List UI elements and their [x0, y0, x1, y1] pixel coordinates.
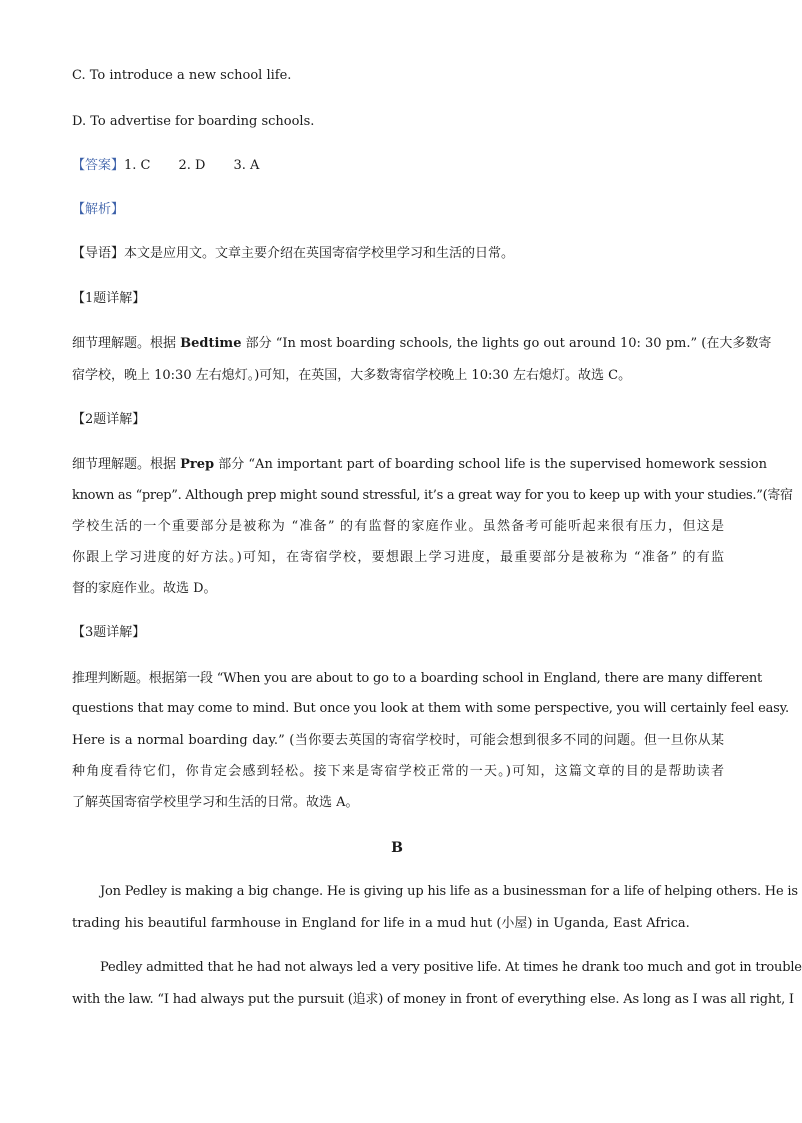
- q1-title: 【1题详解】: [72, 291, 146, 306]
- passage-p1-line-2: trading his beautiful farmhouse in England for life in a mud hut (小屋) in Uganda, East Africa.: [72, 916, 690, 931]
- q2-line-4: 你跟上学习进度的好方法。)可知，在寄宿学校，要想跟上学习进度，最重要部分是被称为 “准备” 的有监: [72, 550, 724, 565]
- q3-title: 【3题详解】: [72, 625, 146, 640]
- answer-2: 2. D: [178, 158, 206, 173]
- guide-label: 【导语】: [72, 246, 125, 261]
- option-c: C. To introduce a new school life.: [72, 68, 292, 83]
- q2-line-3: 学校生活的一个重要部分是被称为 “准备” 的有监督的家庭作业。虽然备考可能听起来很有压力，但这是: [72, 519, 724, 534]
- q3-line-4: 种角度看待它们，你肯定会感到轻松。接下来是寄宿学校正常的一天。)可知，这篇文章的目的是帮助读者: [72, 764, 724, 779]
- q1-text-a: 细节理解题。根据: [72, 336, 181, 351]
- analysis-label: 【解析】: [72, 202, 125, 217]
- passage-p2-line-1: Pedley admitted that he had not always led a very positive life. At times he drank too much and got in trouble: [100, 960, 802, 975]
- q3-line-1: 推理判断题。根据第一段 “When you are about to go to a boarding school in England, there are many different: [72, 671, 763, 686]
- q2-title: 【2题详解】: [72, 412, 146, 427]
- q1-line-2: 宿学校，晚上 10:30 左右熄灯。)可知，在英国，大多数寄宿学校晚上 10:30 左右熄灯。故选 C。: [72, 368, 632, 383]
- option-d: D. To advertise for boarding schools.: [72, 114, 315, 129]
- q1-text-b: 部分 “In most boarding schools, the lights go out around 10: 30 pm.” (在大多数寄: [241, 336, 772, 351]
- q2-text-b: 部分 “An important part of boarding school life is the supervised homework session: [214, 457, 767, 472]
- q2-text-a: 细节理解题。根据: [72, 457, 181, 472]
- q1-line-1: [72, 336, 772, 352]
- q1-keyword: Bedtime: [180, 336, 242, 351]
- section-heading: B: [391, 840, 403, 856]
- q2-line-1: [72, 457, 767, 473]
- q2-line-2: known as “prep”. Although prep might sound stressful, it’s a great way for you to keep up with your studies.”(寄宿: [72, 488, 793, 503]
- passage-p1-line-1: Jon Pedley is making a big change. He is giving up his life as a businessman for a life of helping others. He is: [100, 884, 798, 899]
- guide-line: [72, 246, 724, 262]
- passage-p2-line-2: with the law. “I had always put the pursuit (追求) of money in front of everything else. As long as I was all right, I: [72, 992, 794, 1007]
- q3-line-3: Here is a normal boarding day.” (当你要去英国的寄宿学校时，可能会想到很多不同的问题。但一旦你从某: [72, 733, 724, 748]
- answer-line: [72, 158, 724, 174]
- q2-line-5: 督的家庭作业。故选 D。: [72, 581, 217, 596]
- answer-label: 【答案】: [72, 158, 125, 173]
- q2-keyword: Prep: [180, 457, 215, 472]
- q3-line-5: 了解英国寄宿学校里学习和生活的日常。故选 A。: [72, 795, 359, 810]
- answer-3: 3. A: [233, 158, 260, 173]
- answer-1: 1. C: [124, 158, 151, 173]
- guide-text: 本文是应用文。文章主要介绍在英国寄宿学校里学习和生活的日常。: [124, 246, 515, 261]
- q3-line-2: questions that may come to mind. But once you look at them with some perspective, you will certainly feel easy.: [72, 701, 789, 716]
